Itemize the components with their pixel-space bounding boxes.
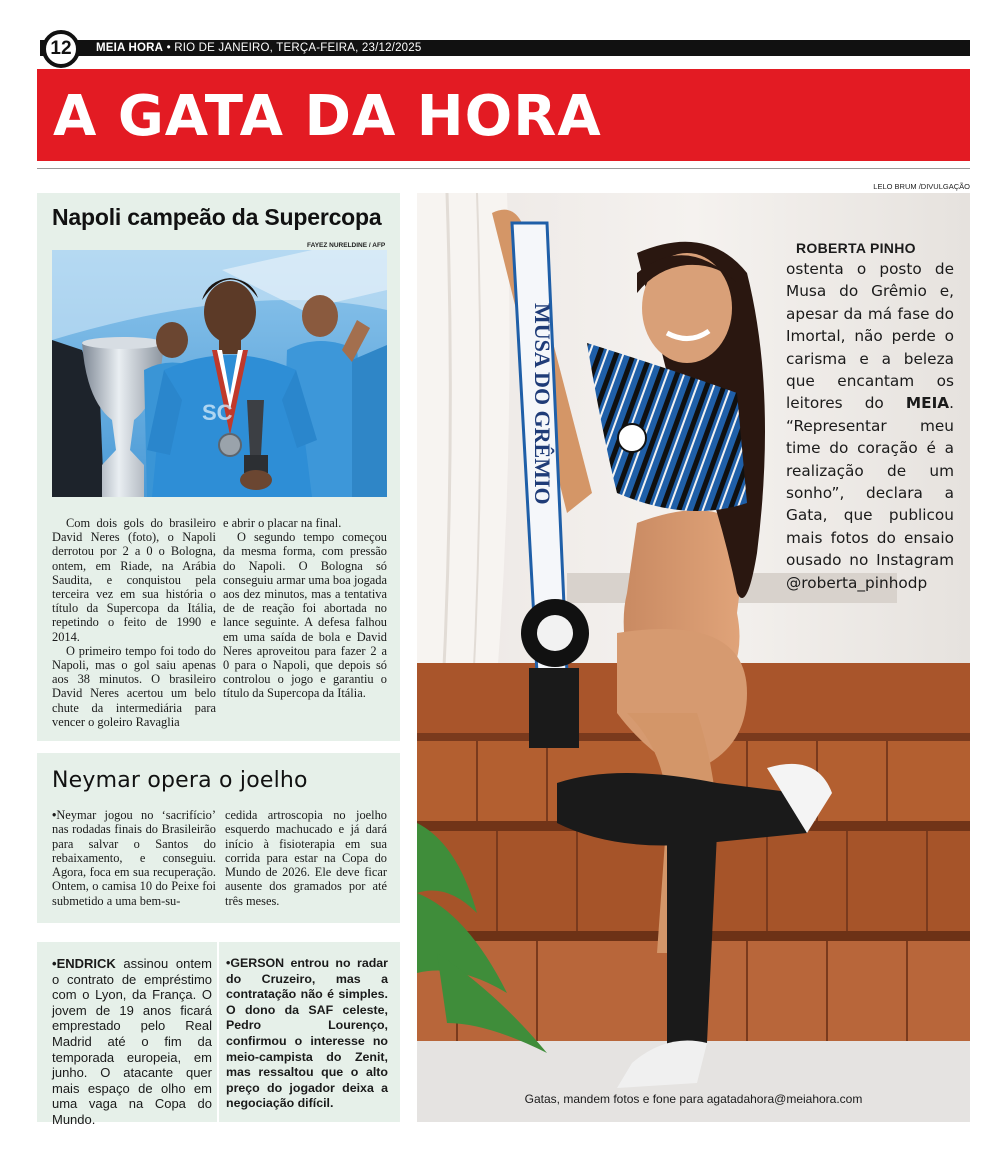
sash-text: MUSA DO GRÊMIO [530, 303, 555, 505]
dateline [96, 40, 421, 56]
svg-text:SC: SC [202, 400, 233, 425]
gata-name: ROBERTA PINHO [796, 240, 916, 256]
endrick-note [52, 956, 212, 1128]
napoli-headline: Napoli campeão da Supercopa [52, 204, 382, 230]
brand-name: MEIA HORA [96, 42, 164, 54]
main-photo-credit: LELO BRUM /DIVULGAÇÃO [873, 182, 970, 191]
gata-text-2: . “Representar meu time do coração é a realização de um sonho”, declara a Gata, que publicou mais fotos do ensaio ousado no Instagram @roberta_pinhodp [786, 394, 954, 592]
neymar-column-2 [225, 808, 387, 908]
gerson-name: GERSON [230, 956, 285, 970]
page-number: 12 [42, 30, 80, 68]
bullet-icon: • [52, 956, 57, 971]
neymar-column-1 [52, 808, 216, 908]
napoli-paragraph: Com dois gols do brasileiro David Neres (foto), o Napoli derrotou por 2 a 0 o Bologna, ontem, em Riade, na Arábia Saudita, e conquistou pela terceira vez em sua história o título da Supercopa da Itália, repetindo o feito de 1990 e 2014. [52, 516, 216, 644]
gata-text-1: ostenta o posto de Musa do Grêmio e, apesar da má fase do Imortal, não perde o carisma e a beleza que encantam os leitores do [786, 260, 954, 413]
napoli-paragraph: O segundo tempo começou da mesma forma, com pressão do Napoli. O Bologna só conseguiu armar uma boa jogada aos dez minutos, mas a tentativa de de reação foi abortada no lance seguinte. A defesa falhou em uma saída de bola e David Neres aproveitou para fazer 2 a 0 para o Napoli, que depois só controlou o jogo e garantiu o título da Supercopa da Itália. [223, 530, 387, 701]
endrick-name: ENDRICK [56, 956, 116, 971]
neymar-text-2: cedida artroscopia no joelho esquerdo machucado e já dará início à fisioterapia em sua corrida para estar na Copa do Mundo de 2026. Ele deve ficar ausente dos gramados por até três meses. [225, 808, 387, 908]
napoli-paragraph-continued: e abrir o placar na final. [223, 516, 342, 530]
section-title: A GATA DA HORA [53, 84, 602, 149]
napoli-photo [52, 250, 387, 497]
endrick-text: assinou ontem o contrato de empréstimo com o Lyon, da França. O jovem de 19 anos ficará emprestado pelo Real Madrid até o fim da temporada europeia, em junho. O atacante quer mais espaço de olho em uma vaga na Copa do Mundo. [52, 956, 212, 1127]
gerson-note [226, 956, 388, 1112]
napoli-column-1 [52, 516, 216, 729]
napoli-paragraph: O primeiro tempo foi todo do Napoli, mas o gol saiu apenas aos 38 minutos. O brasileiro David Neres acertou um belo chute da intermediária para vencer o goleiro Ravaglia [52, 643, 216, 729]
bullet-icon: • [226, 956, 231, 970]
bullet-icon: • [52, 808, 57, 822]
gata-text-bold: MEIA [905, 394, 950, 413]
divider [37, 168, 970, 169]
napoli-column-2 [223, 516, 387, 701]
napoli-photo-credit: FAYEZ NURELDINE / AFP [307, 242, 386, 249]
neymar-text-1: Neymar jogou no ‘sacrifício’ nas rodadas finais do Brasileirão para salvar o Santos do rebaixamento, e conseguiu. Agora, foca em sua recuperação. Ontem, o camisa 10 do Peixe foi submetido a uma bem-su- [52, 808, 216, 908]
gerson-text: entrou no radar do Cruzeiro, mas a contratação não é simples. O dono da SAF celeste, Pedro Lourenço, confirmou o interesse no meio-campista do Zenit, mas ressaltou que o alto preço do jogador deixa a negociação difícil. [226, 956, 388, 1111]
dateline-text: • RIO DE JANEIRO, TERÇA-FEIRA, 23/12/2025 [166, 42, 422, 54]
neymar-headline: Neymar opera o joelho [52, 768, 308, 793]
photo-caption: Gatas, mandem fotos e fone para agatadahora@meiahora.com [524, 1092, 863, 1106]
gata-text [786, 238, 954, 594]
gata-body [786, 258, 954, 594]
